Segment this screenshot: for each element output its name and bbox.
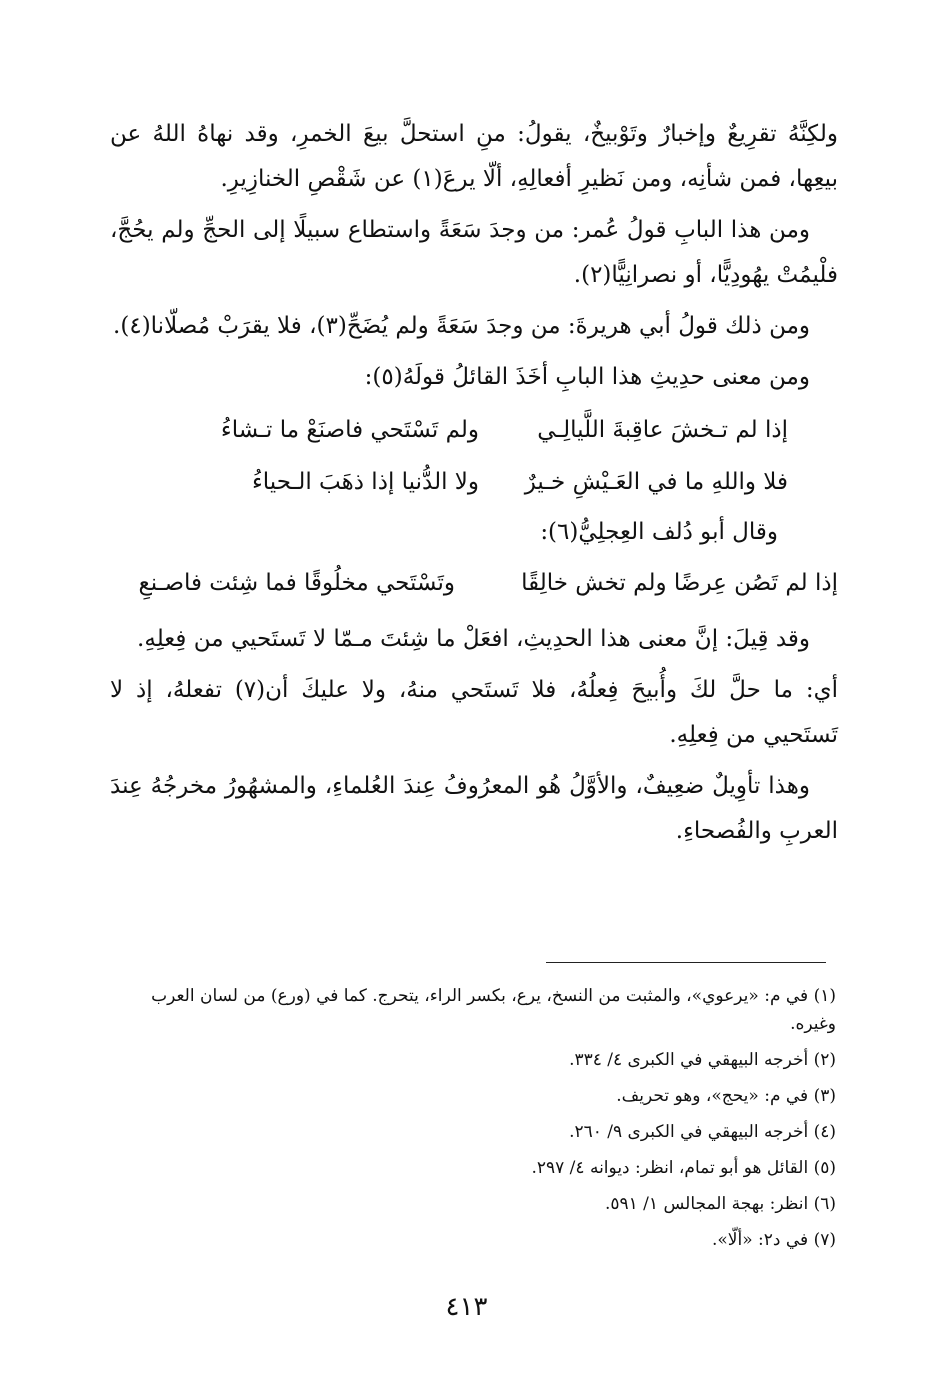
- footnote: (٢) أخرجه البيهقي في الكبرى ٤/ ٣٣٤.: [569, 1050, 836, 1070]
- footnote: (٧) في د٢: «ألّا».: [712, 1230, 836, 1250]
- paragraph: أي: ما حلَّ لكَ وأُبيحَ فِعلُهُ، فلا تَستَحي منهُ، ولا عليكَ أن(٧) تفعلهُ، إذ لا تَستَحيي من فِعلِهِ.: [110, 677, 838, 748]
- footnote: (٣) في م: «يحج»، وهو تحريف.: [616, 1086, 836, 1106]
- verse-hemistich: ولم تَسْتَحي فاصنَعْ ما تـشاءُ: [220, 417, 479, 443]
- page-number: ٤١٣: [445, 1292, 488, 1322]
- footnote: (٥) القائل هو أبو تمام، انظر: ديوانه ٤/ ٢٩٧.: [531, 1158, 836, 1178]
- paragraph: وقد قِيلَ: إنَّ معنى هذا الحدِيثِ، افعَلْ ما شِئتَ مـمّا لا تَستَحيي من فِعلِهِ.: [137, 626, 810, 652]
- paragraph: وهذا تأوِيلٌ ضعِيفٌ، والأوَّلُ هُو المعرُوفُ عِندَ العُلماءِ، والمشهُورُ مخرجُهُ عِندَ العربِ والفُصحاءِ.: [110, 773, 838, 844]
- paragraph: ومن معنى حدِيثِ هذا البابِ أخَذَ القائلُ قولَهُ(٥):: [364, 364, 810, 390]
- footnotes: [116, 982, 836, 1262]
- verse-hemistich: إذا لم تـخشَ عاقِبةَ اللَّيالِـي: [537, 417, 788, 443]
- paragraph: ولكِنَّهُ تقرِيعٌ وإخبارٌ وتَوْبيخٌ، يقولُ: منِ استحلَّ بيعَ الخمرِ، وقد نهاهُ اللهُ عن بيعِها، فمن شأنِه، ومن نَظيرِ أفعالِهِ، ألّا يرعَ(١) عن شَقْصِ الخنازِيرِ.: [110, 121, 838, 192]
- verse-hemistich: ولا الدُّنيا إذا ذهَبَ الـحياءُ: [251, 469, 479, 495]
- verse-intro: وقال أبو دُلف العِجلِيُّ(٦):: [540, 519, 778, 545]
- verse-line: [110, 458, 838, 510]
- verse-line: [110, 559, 838, 611]
- footnote: (٦) انظر: بهجة المجالس ١/ ٥٩١.: [604, 1194, 836, 1214]
- verse-hemistich: وتَسْتَحي مخلُوقًا فما شِئت فاصـنعِ: [138, 570, 455, 596]
- verse-hemistich: إذا لم تَصُن عِرضًا ولم تخش خالِقًا: [521, 570, 838, 596]
- main-text: [110, 112, 838, 860]
- footnote: (١) في م: «يرعوي»، والمثبت من النسخ، يرع، بكسر الراء، يتحرج. كما في (ورع) من لسان العرب وغيره.: [151, 986, 836, 1034]
- footnote-separator: [546, 962, 826, 963]
- paragraph: ومن ذلك قولُ أبي هريرةَ: من وجدَ سَعَةً ولم يُضَحِّ(٣)، فلا يقرَبْ مُصلّانا(٤).: [113, 313, 810, 339]
- verse-line: [110, 406, 838, 458]
- verse-hemistich: فلا واللهِ ما في العَـيْشِ خـيرٌ: [524, 469, 788, 495]
- footnote: (٤) أخرجه البيهقي في الكبرى ٩/ ٢٦٠.: [569, 1122, 836, 1142]
- paragraph: ومن هذا البابِ قولُ عُمر: من وجدَ سَعَةً واستطاع سبيلًا إلى الحجِّ ولم يحُجَّ، فلْيمُتْ يهُودِيًّا، أو نصرانِيًّا(٢).: [110, 217, 838, 288]
